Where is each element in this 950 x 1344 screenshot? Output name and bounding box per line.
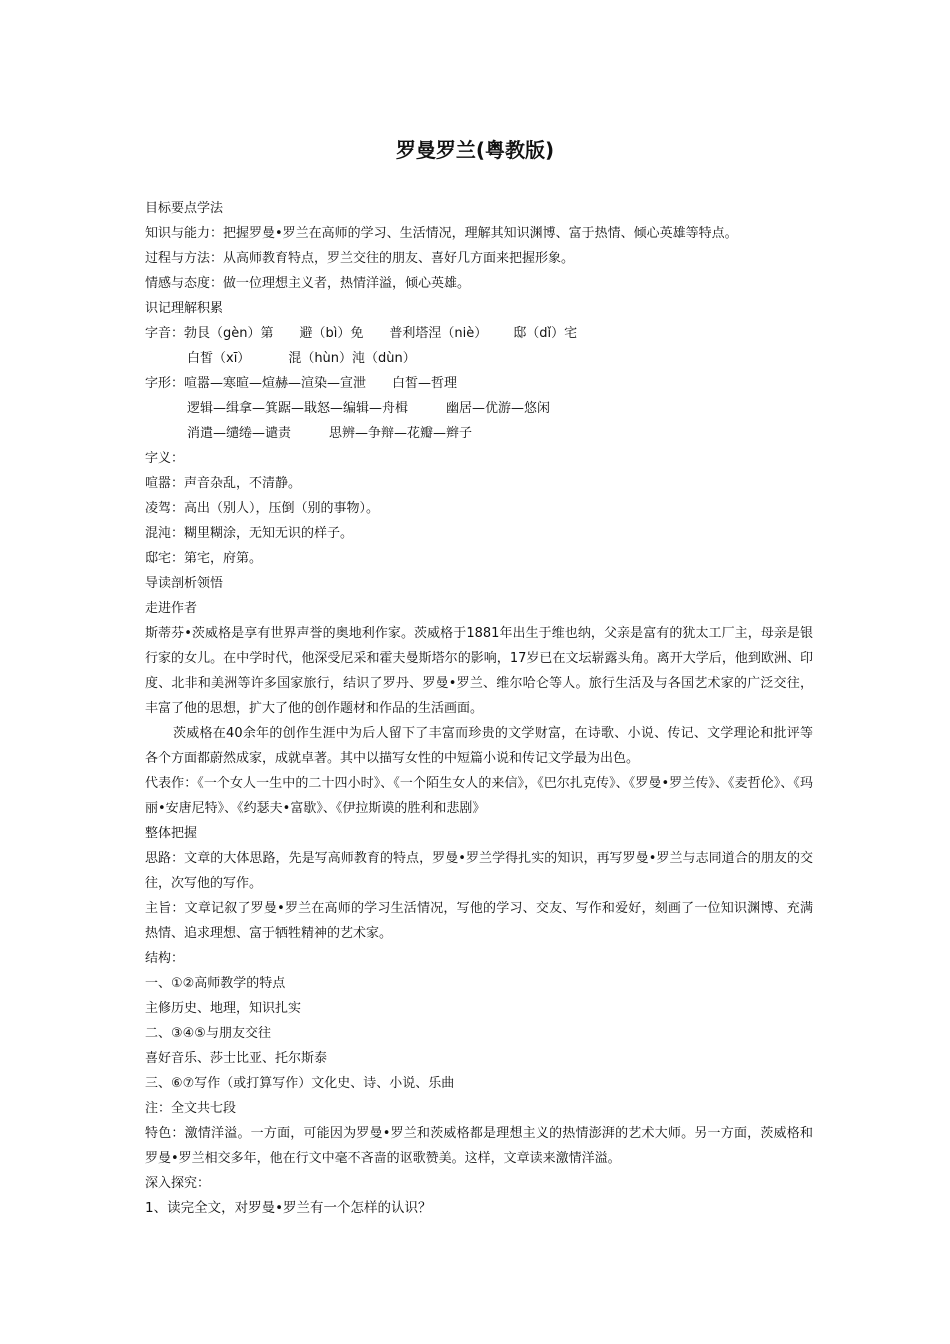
goal-knowledge: 知识与能力：把握罗曼•罗兰在高师的学习、生活情况，理解其知识渊博、富于热情、倾心英雄等特点。 — [145, 226, 738, 241]
pronunciation-line-2 — [145, 346, 813, 371]
glyph-line-2 — [145, 396, 813, 421]
pronunciation-item: 普利塔涅（niè） — [389, 326, 488, 341]
thinking-paragraph: 思路：文章的大体思路，先是写高师教育的特点，罗曼•罗兰学得扎实的知识，再写罗曼•罗兰与志同道合的朋友的交往，次写他的写作。 — [145, 851, 813, 891]
meaning-heading: 字义： — [145, 451, 185, 466]
section-heading-memorize: 识记理解积累 — [145, 301, 224, 316]
structure-item: 三、⑥⑦写作（或打算写作）文化史、诗、小说、乐曲 — [145, 1076, 455, 1091]
structure-item: 一、①②高师教学的特点 — [145, 976, 286, 991]
section-heading-goals: 目标要点学法 — [145, 201, 224, 216]
glyph-item: 逻辑—缉拿—箕踞—戢怒—编辑—舟楫 — [187, 401, 409, 416]
pronunciation-item: 字音：勃艮（gèn）第 — [145, 326, 274, 341]
representative-works: 代表作：《一个女人一生中的二十四小时》、《一个陌生女人的来信》，《巴尔扎克传》、《罗曼•罗兰传》、《麦哲伦》、《玛丽•安唐尼特》、《约瑟夫•富歇》、《伊拉斯谟的胜利和悲剧》 — [145, 776, 813, 816]
glyph-item: 白皙—哲理 — [392, 376, 458, 391]
meaning-item: 喧嚣：声音杂乱，不清静。 — [145, 476, 302, 491]
pronunciation-line-1 — [145, 321, 813, 346]
goal-attitude: 情感与态度：做一位理想主义者，热情洋溢，倾心英雄。 — [145, 276, 471, 291]
pronunciation-item: 白皙（xī） — [187, 351, 251, 366]
feature-paragraph: 特色：激情洋溢。一方面，可能因为罗曼•罗兰和茨威格都是理想主义的热情澎湃的艺术大师。另一方面，茨威格和罗曼•罗兰相交多年，他在行文中毫不吝啬的讴歌赞美。这样，文章读来激情洋溢。 — [145, 1126, 813, 1166]
section-heading-guide: 导读剖析领悟 — [145, 576, 224, 591]
structure-item: 喜好音乐、莎士比亚、托尔斯泰 — [145, 1051, 328, 1066]
subheading-overall: 整体把握 — [145, 826, 198, 841]
glyph-item: 字形：喧嚣—寒暄—煊赫—渲染—宣泄 — [145, 376, 367, 391]
pronunciation-item: 混（hùn）沌（dùn） — [288, 351, 416, 366]
glyph-line-3 — [145, 421, 813, 446]
glyph-item: 消遣—缱绻—谴责 — [187, 426, 292, 441]
pronunciation-item: 邸（dǐ）宅 — [513, 326, 578, 341]
document-title: 罗曼罗兰(粤教版) — [395, 138, 555, 162]
question-1: 1、读完全文，对罗曼•罗兰有一个怎样的认识？ — [145, 1200, 432, 1216]
document-body — [145, 196, 813, 1221]
goal-process: 过程与方法：从高师教育特点，罗兰交往的朋友、喜好几方面来把握形象。 — [145, 251, 575, 266]
meaning-item: 邸宅：第宅，府第。 — [145, 551, 263, 566]
subheading-author: 走进作者 — [145, 601, 198, 616]
meaning-item: 混沌：糊里糊涂，无知无识的样子。 — [145, 526, 354, 541]
author-bio-paragraph: 斯蒂芬•茨威格是享有世界声誉的奥地利作家。茨威格于1881年出生于维也纳，父亲是富有的犹太工厂主，母亲是银行家的女儿。在中学时代，他深受尼采和霍夫曼斯塔尔的影响，17岁已在文坛崭露头角。离开大学后，他到欧洲、印度、北非和美洲等许多国家旅行，结识了罗丹、罗曼•罗兰、维尔哈仑等人。旅行生活及与各国艺术家的广泛交往，丰富了他的思想，扩大了他的创作题材和作品的生活画面。 — [145, 626, 813, 716]
theme-paragraph: 主旨：文章记叙了罗曼•罗兰在高师的学习生活情况，写他的学习、交友、写作和爱好，刻画了一位知识渊博、充满热情、追求理想、富于牺牲精神的艺术家。 — [145, 901, 813, 941]
glyph-line-1 — [145, 371, 813, 396]
glyph-item: 幽居—优游—悠闲 — [446, 401, 551, 416]
structure-note: 注：全文共七段 — [145, 1101, 237, 1116]
meaning-item: 凌驾：高出（别人），压倒（别的事物）。 — [145, 501, 380, 516]
subheading-explore: 深入探究： — [145, 1176, 211, 1191]
glyph-item: 思辨—争辩—花瓣—辫子 — [329, 426, 473, 441]
structure-item: 主修历史、地理，知识扎实 — [145, 1001, 302, 1016]
structure-item: 二、③④⑤与朋友交往 — [145, 1026, 271, 1041]
author-career-paragraph: 茨威格在40余年的创作生涯中为后人留下了丰富而珍贵的文学财富，在诗歌、小说、传记、文学理论和批评等各个方面都蔚然成家，成就卓著。其中以描写女性的中短篇小说和传记文学最为出色。 — [145, 726, 813, 766]
pronunciation-item: 避（bì）免 — [299, 326, 364, 341]
structure-heading: 结构： — [145, 951, 185, 966]
